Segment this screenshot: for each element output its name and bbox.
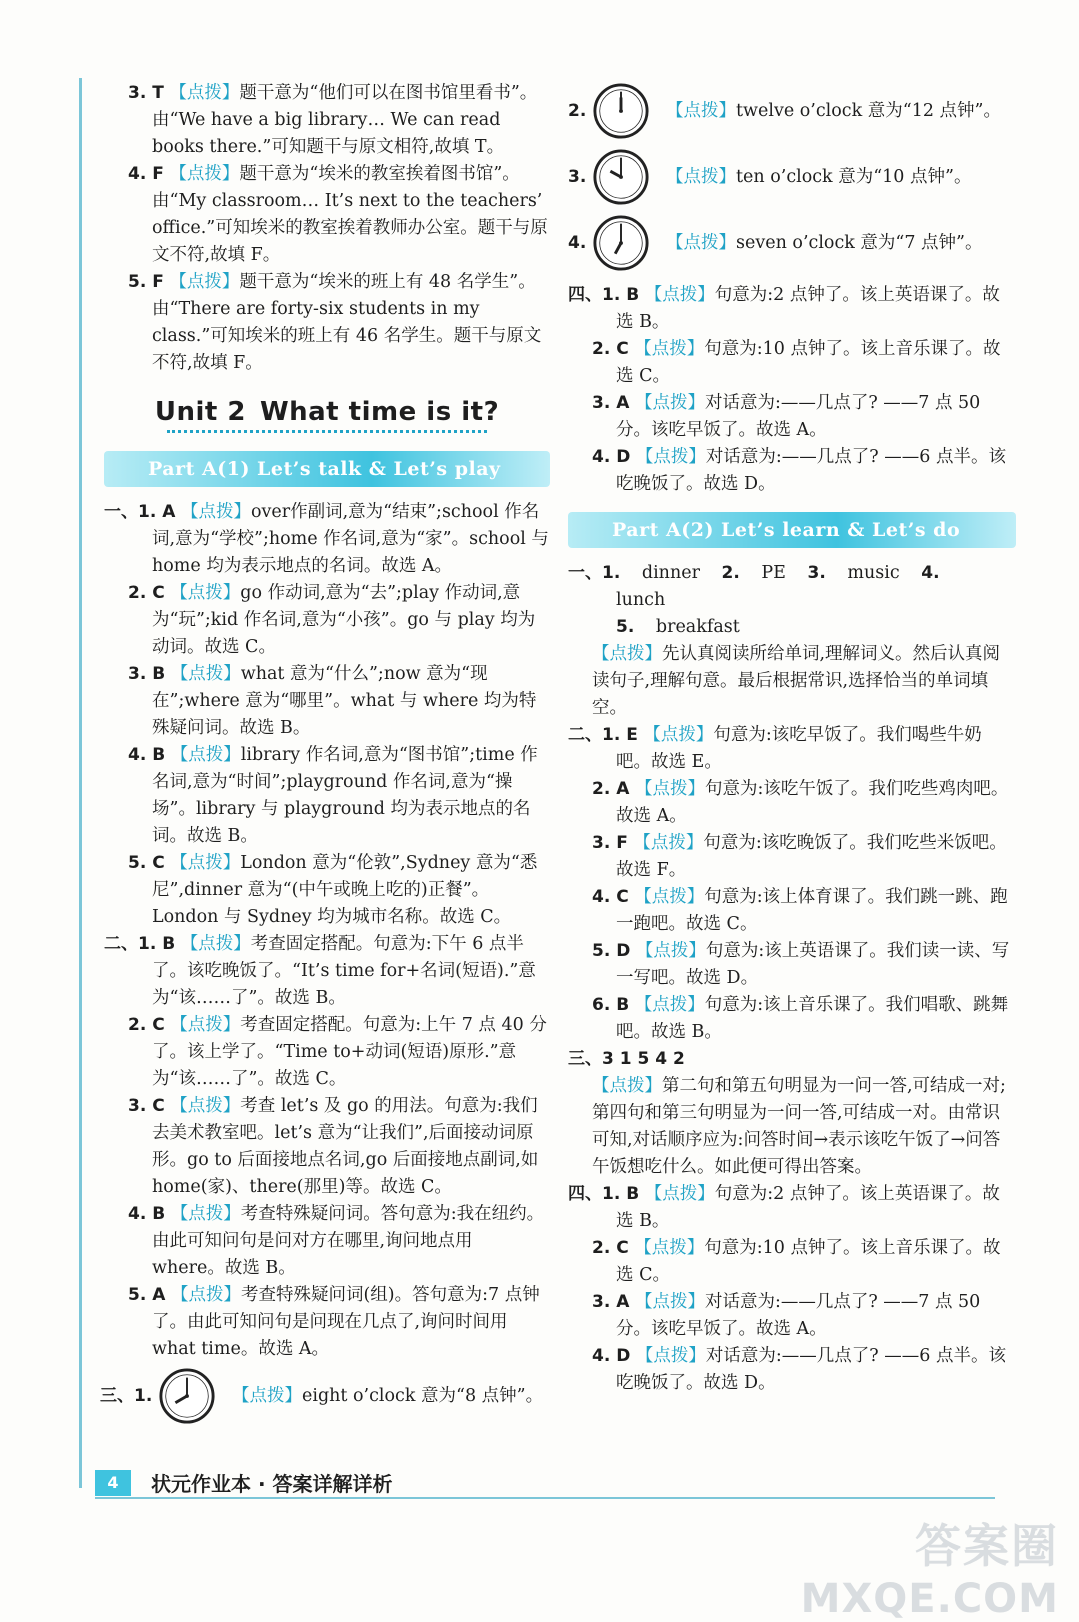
answer-item bbox=[568, 722, 1016, 776]
item-number: 3. bbox=[807, 563, 826, 583]
item-number: 5. C bbox=[128, 853, 165, 873]
item-number: 3. F bbox=[592, 833, 628, 853]
answer-item bbox=[104, 661, 550, 742]
item-number: 2. C bbox=[592, 339, 629, 359]
tip-label: 【点拨】 bbox=[634, 393, 705, 413]
item-text: London 意为“伦敦”,Sydney 意为“悉尼”,dinner 意为“(中午或晚上吃的)正餐”。London 与 Sydney 均为城市名称。故选 C。 bbox=[152, 853, 538, 927]
item-number: 三、3 1 5 4 2 bbox=[568, 1049, 685, 1069]
item-text: 第二句和第五句明显为一问一答,可结成一对;第四句和第三句明显为一问一答,可结成一对。由常识可知,对话顺序应为:问答时间→表示该吃午饭了→问答午饭想吃什么。如此便可得出答案。 bbox=[592, 1076, 1006, 1177]
unit-heading bbox=[104, 399, 550, 426]
answer-item bbox=[104, 742, 550, 850]
answer-item bbox=[568, 1235, 1016, 1289]
item-text: eight o’clock 意为“8 点钟”。 bbox=[302, 1385, 544, 1406]
tip-label: 【点拨】 bbox=[635, 447, 706, 467]
item-number: 2. bbox=[568, 100, 587, 121]
tip-paragraph bbox=[568, 641, 1016, 722]
tip-label: 【点拨】 bbox=[643, 725, 714, 745]
item-number: 3. B bbox=[128, 664, 166, 684]
item-number: 4. D bbox=[592, 447, 631, 467]
item-number: 3. bbox=[568, 166, 587, 187]
clock-icon bbox=[592, 82, 650, 140]
item-text: 句意为:该吃早饭了。我们喝些牛奶吧。故选 E。 bbox=[616, 725, 982, 772]
clock-item bbox=[100, 1363, 550, 1429]
tip-label: 【点拨】 bbox=[180, 934, 251, 954]
answer-item bbox=[104, 80, 550, 161]
clock-item bbox=[568, 210, 1016, 276]
answer-item bbox=[104, 1282, 550, 1363]
answer-item bbox=[104, 931, 550, 1012]
watermark-line2: MXQE.COM bbox=[800, 1576, 1059, 1622]
item-number: 2. C bbox=[592, 1238, 629, 1258]
item-text: 对话意为:——几点了? ——6 点半。该吃晚饭了。故选 D。 bbox=[616, 447, 1006, 494]
answer-item bbox=[568, 830, 1016, 884]
tip-label: 【点拨】 bbox=[180, 502, 251, 522]
tip-label: 【点拨】 bbox=[634, 995, 705, 1015]
item-number: 4. C bbox=[592, 887, 629, 907]
item-number: 2. C bbox=[128, 1015, 165, 1035]
item-number: 二、1. B bbox=[104, 934, 176, 954]
item-number: 3. A bbox=[592, 393, 630, 413]
footer-rule bbox=[95, 1497, 995, 1499]
answer-item bbox=[568, 1046, 1016, 1181]
item-text: 考查特殊疑问词。答句意为:我在纽约。由此可知问句是问对方在哪里,询问地点用 where。故选 B。 bbox=[152, 1204, 545, 1278]
clock-item bbox=[568, 78, 1016, 144]
answer-item bbox=[568, 1181, 1016, 1235]
tip-label: 【点拨】 bbox=[170, 664, 241, 684]
tip-label: 【点拨】 bbox=[634, 887, 705, 907]
tip-label: 【点拨】 bbox=[169, 83, 240, 103]
item-text: 句意为:该吃晚饭了。我们吃些米饭吧。故选 F。 bbox=[616, 833, 1007, 880]
item-number: 2. A bbox=[592, 779, 630, 799]
tip-label: 【点拨】 bbox=[635, 941, 706, 961]
item-number: 5. D bbox=[592, 941, 631, 961]
item-number: 四、1. B bbox=[568, 285, 640, 305]
item-text: 题干意为“埃米的班上有 48 名学生”。由“There are forty-six students in my class.”可知埃米的班上有 46 名学生。题干与原文不符,故填 F。 bbox=[152, 272, 542, 373]
tip-label: 【点拨】 bbox=[644, 285, 715, 305]
answer-word: music bbox=[847, 563, 900, 583]
item-text: 考查特殊疑问词(组)。答句意为:7 点钟了。由此可知问句是问现在几点了,询问时间用 what time。故选 A。 bbox=[152, 1285, 540, 1359]
page-number: 4 bbox=[95, 1470, 131, 1496]
item-text: 句意为:10 点钟了。该上音乐课了。故选 C。 bbox=[616, 1238, 1001, 1285]
unit-underline bbox=[167, 430, 487, 433]
left-column bbox=[100, 80, 550, 1429]
item-number: 4. F bbox=[128, 164, 164, 184]
tip-label: 【点拨】 bbox=[170, 583, 241, 603]
item-text: twelve o’clock 意为“12 点钟”。 bbox=[736, 100, 1001, 121]
item-text: 句意为:该吃午饭了。我们吃些鸡肉吧。故选 A。 bbox=[616, 779, 1009, 826]
item-text: 对话意为:——几点了? ——7 点 50 分。该吃早饭了。故选 A。 bbox=[616, 1292, 981, 1339]
item-text: 考查固定搭配。句意为:下午 6 点半了。该吃晚饭了。“It’s time for+名词(短语).”意为“该……了”。故选 B。 bbox=[152, 934, 536, 1008]
item-text: 题干意为“埃米的教室挨着图书馆”。由“My classroom… It’s next to the teachers’ office.”可知埃米的教室挨着教师办公室。题干与原文不符,故填 F。 bbox=[152, 164, 548, 265]
answer-item bbox=[568, 992, 1016, 1046]
clock-icon bbox=[592, 148, 650, 206]
item-text: 句意为:该上音乐课了。我们唱歌、跳舞吧。故选 B。 bbox=[616, 995, 1009, 1042]
item-number: 3. T bbox=[128, 83, 164, 103]
item-number: 5. F bbox=[128, 272, 164, 292]
section-banner: Part A(1) Let’s talk & Let’s play bbox=[104, 451, 550, 487]
item-text: 句意为:2 点钟了。该上英语课了。故选 B。 bbox=[616, 1184, 1000, 1231]
item-number: 5. A bbox=[128, 1285, 166, 1305]
tip-label: 【点拨】 bbox=[666, 232, 736, 253]
footer-title: 状元作业本 · 答案详解详析 bbox=[151, 1472, 393, 1496]
tip-label: 【点拨】 bbox=[634, 339, 705, 359]
answer-item bbox=[568, 390, 1016, 444]
tip-label: 【点拨】 bbox=[170, 1204, 241, 1224]
answer-item bbox=[568, 444, 1016, 498]
answer-item bbox=[568, 938, 1016, 992]
answer-word: breakfast bbox=[655, 617, 740, 637]
tip-label: 【点拨】 bbox=[644, 1184, 715, 1204]
item-number: 一、1. A bbox=[104, 502, 176, 522]
answer-item bbox=[104, 269, 550, 377]
item-number: 3. C bbox=[128, 1096, 165, 1116]
answer-item bbox=[568, 1343, 1016, 1397]
tip-label: 【点拨】 bbox=[666, 100, 736, 121]
item-text: 考查固定搭配。句意为:上午 7 点 40 分了。该上学了。“Time to+动词(短语)原形.”意为“该……了”。故选 C。 bbox=[152, 1015, 547, 1089]
answer-word: lunch bbox=[616, 590, 666, 610]
clock-icon bbox=[158, 1367, 216, 1425]
item-number: 二、1. E bbox=[568, 725, 638, 745]
tip-label: 【点拨】 bbox=[170, 745, 241, 765]
tip-label: 【点拨】 bbox=[634, 1292, 705, 1312]
answer-item bbox=[104, 1093, 550, 1201]
item-number: 6. B bbox=[592, 995, 630, 1015]
tip-label: 【点拨】 bbox=[634, 779, 705, 799]
answer-item bbox=[568, 336, 1016, 390]
right-column bbox=[568, 78, 1016, 1397]
unit-label: Unit 2 bbox=[154, 397, 246, 427]
item-text: 句意为:10 点钟了。该上音乐课了。故选 C。 bbox=[616, 339, 1001, 386]
tip-label: 【点拨】 bbox=[592, 644, 662, 664]
item-text: 对话意为:——几点了? ——7 点 50 分。该吃早饭了。故选 A。 bbox=[616, 393, 981, 440]
item-number: 2. C bbox=[128, 583, 165, 603]
item-text: go 作动词,意为“去”;play 作动词,意为“玩”;kid 作名词,意为“小孩”。go 与 play 均为动词。故选 C。 bbox=[152, 583, 536, 657]
tip-label: 【点拨】 bbox=[633, 833, 704, 853]
item-text: library 作名词,意为“图书馆”;time 作名词,意为“时间”;playground 作名词,意为“操场”。library 与 playground 均为表示地点的名词。故选 B。 bbox=[152, 745, 538, 846]
item-number: 5. bbox=[616, 617, 635, 637]
answer-word: dinner bbox=[641, 563, 700, 583]
answer-item bbox=[104, 580, 550, 661]
answer-list bbox=[568, 560, 1016, 641]
tip-label: 【点拨】 bbox=[666, 166, 736, 187]
answer-item bbox=[568, 884, 1016, 938]
item-text: 先认真阅读所给单词,理解词义。然后认真阅读句子,理解句意。最后根据常识,选择恰当的单词填空。 bbox=[592, 644, 1001, 718]
item-text: 句意为:该上体育课了。我们跳一跳、跑一跑吧。故选 C。 bbox=[616, 887, 1008, 934]
item-text: 句意为:该上英语课了。我们读一读、写一写吧。故选 D。 bbox=[616, 941, 1010, 988]
item-text: seven o’clock 意为“7 点钟”。 bbox=[736, 232, 983, 253]
watermark bbox=[801, 1510, 1059, 1622]
section-banner: Part A(2) Let’s learn & Let’s do bbox=[568, 512, 1016, 548]
item-number: 2. bbox=[721, 563, 740, 583]
answer-item bbox=[568, 1289, 1016, 1343]
item-text: 对话意为:——几点了? ——6 点半。该吃晚饭了。故选 D。 bbox=[616, 1346, 1006, 1393]
left-margin-rule bbox=[79, 78, 82, 1488]
tip-label: 【点拨】 bbox=[170, 1096, 241, 1116]
tip-label: 【点拨】 bbox=[169, 164, 240, 184]
clock-icon bbox=[592, 214, 650, 272]
item-text: 句意为:2 点钟了。该上英语课了。故选 B。 bbox=[616, 285, 1000, 332]
item-text: over作副词,意为“结束”;school 作名词,意为“学校”;home 作名词,意为“家”。school 与 home 均为表示地点的名词。故选 A。 bbox=[152, 502, 549, 576]
answer-item bbox=[104, 1012, 550, 1093]
item-number: 一、1. bbox=[568, 563, 621, 583]
tip-label: 【点拨】 bbox=[232, 1385, 302, 1406]
item-number: 4. B bbox=[128, 745, 166, 765]
tip-label: 【点拨】 bbox=[635, 1346, 706, 1366]
answer-item bbox=[104, 1201, 550, 1282]
item-number: 四、1. B bbox=[568, 1184, 640, 1204]
item-number: 4. bbox=[568, 232, 587, 253]
page-footer bbox=[95, 1468, 393, 1497]
item-number: 4. bbox=[921, 563, 940, 583]
answer-item bbox=[568, 776, 1016, 830]
item-text: 题干意为“他们可以在图书馆里看书”。由“We have a big library… We can read books there.”可知题干与原文相符,故填 T。 bbox=[152, 83, 538, 157]
item-text: ten o’clock 意为“10 点钟”。 bbox=[736, 166, 972, 187]
tip-label: 【点拨】 bbox=[634, 1238, 705, 1258]
answer-word: PE bbox=[761, 563, 786, 583]
item-number: 3. A bbox=[592, 1292, 630, 1312]
item-number: 三、1. bbox=[100, 1385, 153, 1406]
item-text: what 意为“什么”;now 意为“现在”;where 意为“哪里”。what 与 where 均为特殊疑问词。故选 B。 bbox=[152, 664, 537, 738]
tip-label: 【点拨】 bbox=[170, 1285, 241, 1305]
unit-title: What time is it? bbox=[259, 397, 500, 427]
answer-item bbox=[104, 850, 550, 931]
item-number: 4. B bbox=[128, 1204, 166, 1224]
tip-label: 【点拨】 bbox=[170, 1015, 241, 1035]
item-text: 考查 let’s 及 go 的用法。句意为:我们去美术教室吧。let’s 意为“让我们”,后面接动词原形。go to 后面接地点名词,go 后面接地点副词,如 home(家)、there(那里)等。故选 C。 bbox=[152, 1096, 539, 1197]
tip-label: 【点拨】 bbox=[170, 853, 241, 873]
watermark-line1: 答案圈 bbox=[915, 1519, 1059, 1573]
answer-item bbox=[104, 499, 550, 580]
clock-item bbox=[568, 144, 1016, 210]
answer-item bbox=[568, 282, 1016, 336]
tip-label: 【点拨】 bbox=[169, 272, 240, 292]
answer-item bbox=[104, 161, 550, 269]
tip-label: 【点拨】 bbox=[592, 1076, 662, 1096]
item-number: 4. D bbox=[592, 1346, 631, 1366]
